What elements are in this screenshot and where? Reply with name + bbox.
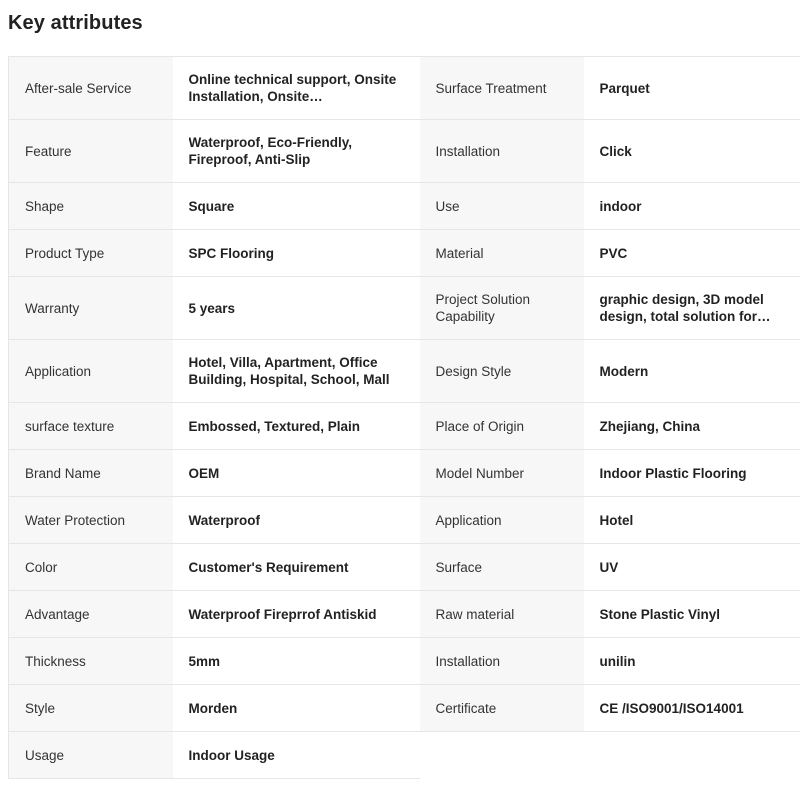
table-row: [9, 230, 800, 277]
attribute-value: Waterproof Fireprrof Antiskid: [173, 591, 420, 638]
attribute-label: Installation: [420, 638, 584, 685]
attribute-value: Morden: [173, 685, 420, 732]
attribute-value: Square: [173, 183, 420, 230]
table-row: [9, 120, 800, 183]
attribute-value: Hotel, Villa, Apartment, Office Building, Hospital, School, Mall: [173, 340, 420, 403]
attribute-value: Click: [584, 120, 800, 183]
attribute-label: Warranty: [9, 277, 173, 340]
attribute-value: Parquet: [584, 57, 800, 120]
attribute-value: Indoor Usage: [173, 732, 420, 779]
attribute-value: indoor: [584, 183, 800, 230]
attribute-label: Certificate: [420, 685, 584, 732]
attribute-label: Design Style: [420, 340, 584, 403]
table-row: [9, 450, 800, 497]
attribute-label: Raw material: [420, 591, 584, 638]
attribute-value: PVC: [584, 230, 800, 277]
table-row: [9, 685, 800, 732]
attribute-value: Customer's Requirement: [173, 544, 420, 591]
attribute-value: CE /ISO9001/ISO14001: [584, 685, 800, 732]
attribute-value: Stone Plastic Vinyl: [584, 591, 800, 638]
attribute-label: Water Protection: [9, 497, 173, 544]
attribute-label: Application: [420, 497, 584, 544]
key-attributes-table: [8, 56, 800, 779]
table-row: [9, 591, 800, 638]
table-row: [9, 638, 800, 685]
attribute-label: Place of Origin: [420, 403, 584, 450]
attribute-value: SPC Flooring: [173, 230, 420, 277]
attribute-label: Surface: [420, 544, 584, 591]
attribute-value: Hotel: [584, 497, 800, 544]
table-row: [9, 57, 800, 120]
attribute-label: Model Number: [420, 450, 584, 497]
attribute-label: Project Solution Capability: [420, 277, 584, 340]
attribute-label: Brand Name: [9, 450, 173, 497]
attribute-label: Application: [9, 340, 173, 403]
table-row: [9, 544, 800, 591]
table-row: [9, 340, 800, 403]
attribute-value: Modern: [584, 340, 800, 403]
empty-cell: [584, 732, 800, 779]
attribute-label: Shape: [9, 183, 173, 230]
attribute-value: Waterproof, Eco-Friendly, Fireproof, Anti-Slip: [173, 120, 420, 183]
attribute-value: 5mm: [173, 638, 420, 685]
attribute-value: 5 years: [173, 277, 420, 340]
attribute-label: Feature: [9, 120, 173, 183]
attribute-label: Use: [420, 183, 584, 230]
attribute-label: Material: [420, 230, 584, 277]
attribute-value: Indoor Plastic Flooring: [584, 450, 800, 497]
attribute-value: UV: [584, 544, 800, 591]
attribute-label: Thickness: [9, 638, 173, 685]
attribute-label: surface texture: [9, 403, 173, 450]
table-row: [9, 732, 800, 779]
section-heading: Key attributes: [8, 12, 143, 34]
table-row: [9, 183, 800, 230]
attribute-value: Waterproof: [173, 497, 420, 544]
attribute-value: Online technical support, Onsite Installation, Onsite…: [173, 57, 420, 120]
table-row: [9, 277, 800, 340]
attribute-value: graphic design, 3D model design, total solution for…: [584, 277, 800, 340]
attribute-value: unilin: [584, 638, 800, 685]
attribute-label: Advantage: [9, 591, 173, 638]
table-row: [9, 497, 800, 544]
empty-cell: [420, 732, 584, 779]
attribute-value: Zhejiang, China: [584, 403, 800, 450]
attribute-label: Style: [9, 685, 173, 732]
attribute-label: After-sale Service: [9, 57, 173, 120]
attribute-label: Usage: [9, 732, 173, 779]
attribute-label: Product Type: [9, 230, 173, 277]
attribute-value: Embossed, Textured, Plain: [173, 403, 420, 450]
table-row: [9, 403, 800, 450]
attribute-value: OEM: [173, 450, 420, 497]
attribute-label: Installation: [420, 120, 584, 183]
attribute-label: Surface Treatment: [420, 57, 584, 120]
attribute-label: Color: [9, 544, 173, 591]
